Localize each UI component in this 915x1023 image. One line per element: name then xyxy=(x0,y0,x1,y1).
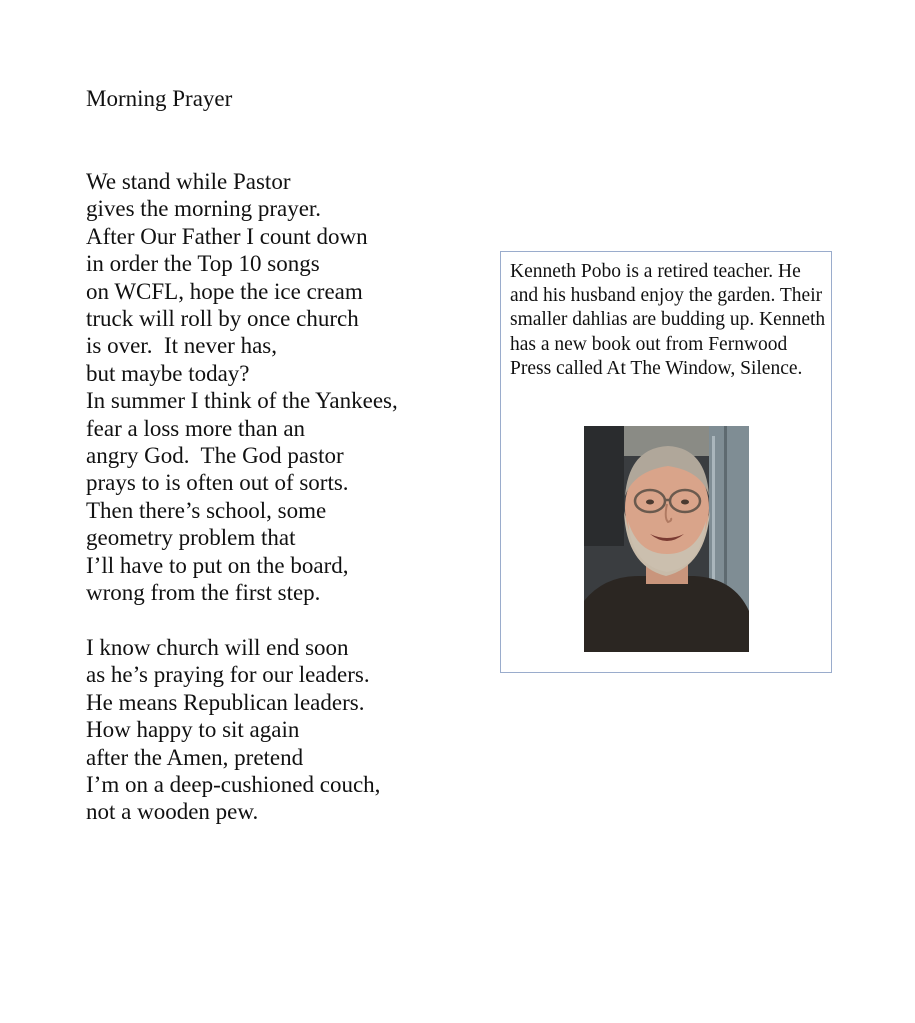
poem-line: geometry problem that xyxy=(86,525,296,551)
poem-line: after the Amen, pretend xyxy=(86,744,304,770)
poem-line: not a wooden pew. xyxy=(86,799,259,825)
poem-line: I know church will end soon xyxy=(86,634,349,660)
poem-line: How happy to sit again xyxy=(86,717,300,743)
poem-line: I’ll have to put on the board, xyxy=(86,552,349,578)
poem-line: In summer I think of the Yankees, xyxy=(86,388,398,414)
poem-line: We stand while Pastor xyxy=(86,169,291,194)
poem-line: on WCFL, hope the ice cream xyxy=(86,278,363,304)
poem-line: as he’s praying for our leaders. xyxy=(86,662,370,688)
poem-line: Then there’s school, some xyxy=(86,497,327,523)
poem-body xyxy=(86,168,486,826)
poem-line: I’m on a deep-cushioned couch, xyxy=(86,771,381,797)
poem-line: is over. It never has, xyxy=(86,333,277,359)
stanza xyxy=(86,168,486,607)
poem-line: wrong from the first step. xyxy=(86,580,321,606)
poem-title: Morning Prayer xyxy=(86,86,233,111)
poem-line: angry God. The God pastor xyxy=(86,443,344,469)
author-photo xyxy=(584,426,749,652)
poem-line: He means Republican leaders. xyxy=(86,689,365,715)
poem-line: prays to is often out of sorts. xyxy=(86,470,349,496)
poem-line: After Our Father I count down xyxy=(86,223,368,249)
author-bio-box xyxy=(500,251,832,673)
poem-line: in order the Top 10 songs xyxy=(86,251,320,277)
poem-line: fear a loss more than an xyxy=(86,415,306,441)
poem-line: truck will roll by once church xyxy=(86,306,359,332)
poem-line: gives the morning prayer. xyxy=(86,196,322,222)
stanza xyxy=(86,634,486,826)
author-bio-text: Kenneth Pobo is a retired teacher. He and his husband enjoy the garden. Their smaller dahlias are budding up. Kenneth has a new book out from Fernwood Press called At The Window, Silence. xyxy=(510,261,826,379)
poem-line: but maybe today? xyxy=(86,360,250,386)
